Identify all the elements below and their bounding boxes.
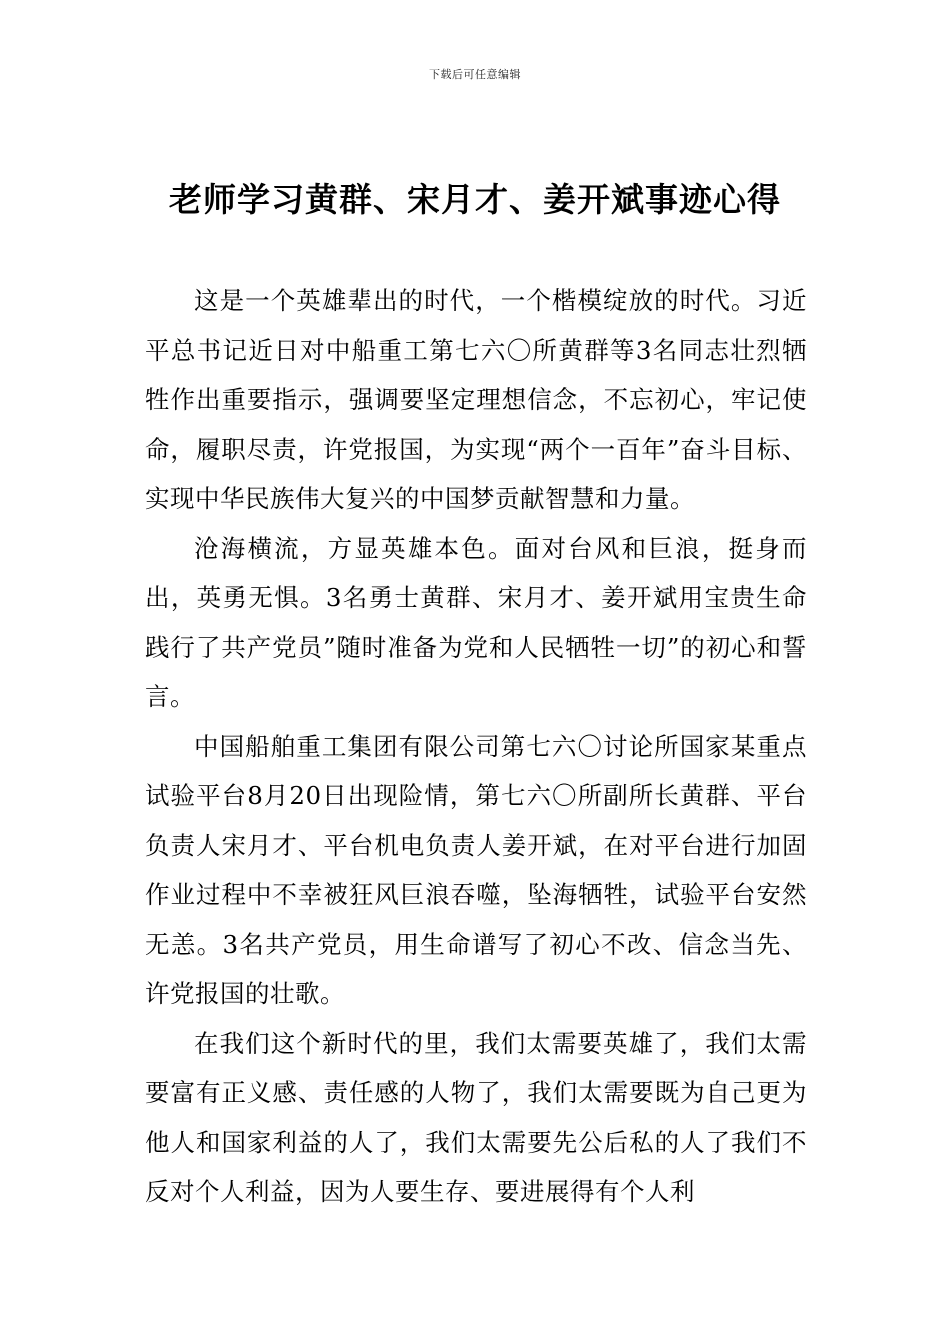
paragraph-2: 沧海横流，方显英雄本色。面对台风和巨浪，挺身而出，英勇无惧。3名勇士黄群、宋月才、姜开斌用宝贵生命践行了共产党员”随时准备为党和人民牺牲一切”的初心和誓言。 <box>145 533 807 711</box>
paragraph-1: 这是一个英雄辈出的时代，一个楷模绽放的时代。习近平总书记近日对中船重工第七六〇所黄群等3名同志壮烈牺牲作出重要指示，强调要坚定理想信念，不忘初心，牢记使命，履职尽责，许党报国，为实现“两个一百年”奋斗目标、实现中华民族伟大复兴的中国梦贡献智慧和力量。 <box>145 286 807 513</box>
paragraph-4: 在我们这个新时代的里，我们太需要英雄了，我们太需要富有正义感、责任感的人物了，我们太需要既为自己更为他人和国家利益的人了，我们太需要先公后私的人了我们不反对个人利益，因为人要生存、要进展得有个人利 <box>145 1028 807 1206</box>
document-body <box>145 276 807 1217</box>
header-note: 下载后可任意编辑 <box>429 68 521 81</box>
paragraph-3: 中国船舶重工集团有限公司第七六〇讨论所国家某重点试验平台8月20日出现险情，第七六〇所副所长黄群、平台负责人宋月才、平台机电负责人姜开斌，在对平台进行加固作业过程中不幸被狂风巨浪吞噬，坠海牺牲，试验平台安然无恙。3名共产党员，用生命谱写了初心不改、信念当先、许党报国的壮歌。 <box>145 731 807 1008</box>
document-title: 老师学习黄群、宋月才、姜开斌事迹心得 <box>169 180 781 219</box>
